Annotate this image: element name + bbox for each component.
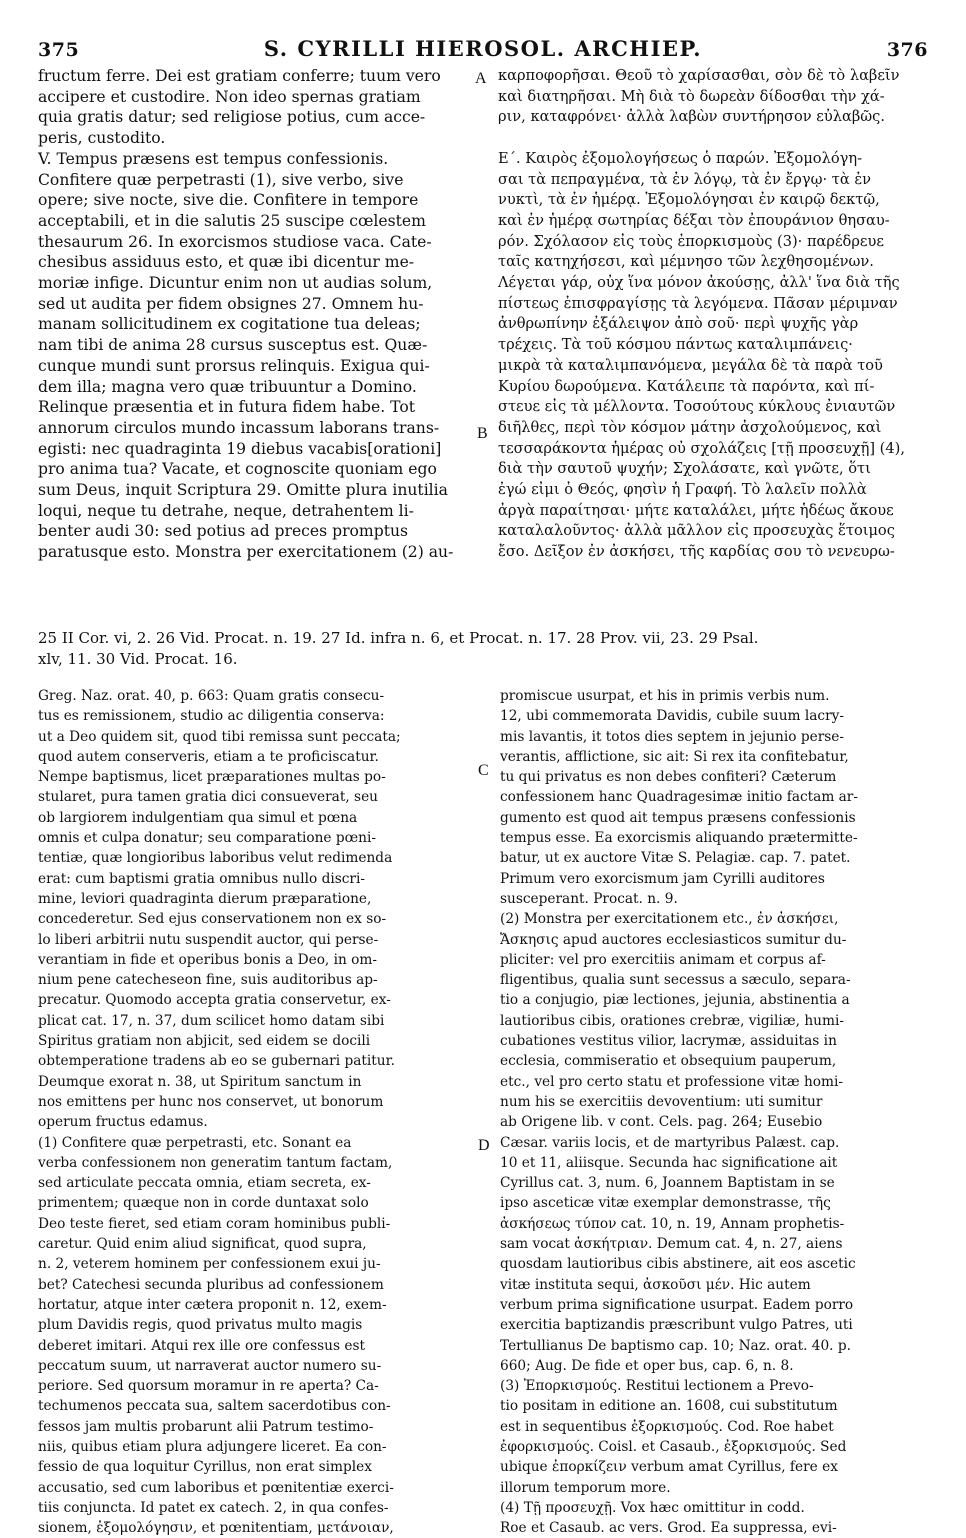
text-line: ut a Deo quidem sit, quod tibi remissa sunt peccata; bbox=[38, 728, 401, 745]
text-line: cunque mundi sunt prorsus relinquis. Exigua qui- bbox=[38, 356, 430, 375]
text-line: verantis, afflictione, sic ait: Si rex ita confitebatur, bbox=[500, 748, 849, 765]
text-line: fligentibus, qualia sunt secessus a sæculo, separa- bbox=[500, 972, 851, 989]
text-line: periore. Sed quorsum moramur in re aperta? Ca- bbox=[38, 1378, 379, 1395]
text-line: precatur. Quomodo accepta gratia conservetur, ex- bbox=[38, 992, 391, 1009]
running-title: S. CYRILLI HIEROSOL. ARCHIEP. bbox=[263, 36, 703, 61]
text-line: Cæsar. variis locis, et de martyribus Palæst. cap. bbox=[500, 1134, 840, 1151]
text-line: tempus esse. Ea exorcismis aliquando prætermitte- bbox=[500, 830, 858, 847]
text-line: verbum prima significatione usurpat. Eadem porro bbox=[500, 1296, 854, 1313]
text-line: (1) Confitere quæ perpetrasti, etc. Sonant ea bbox=[38, 1134, 352, 1151]
text-line: bet? Catechesi secunda pluribus ad confessionem bbox=[38, 1276, 384, 1293]
scripture-references bbox=[38, 628, 928, 676]
text-line: μικρὰ τὰ καταλιμπανόμενα, μεγάλα δὲ τὰ παρὰ τοῦ bbox=[498, 356, 883, 374]
text-line: τεσσαράκοντα ἡμέρας οὐ σχολάζεις [τῇ προσευχῇ] (4), bbox=[498, 439, 905, 457]
text-line: Relinque præsentia et in futura fidem habe. Tot bbox=[38, 398, 416, 417]
text-line: sum Deus, inquit Scriptura 29. Omitte plura inutilia bbox=[38, 481, 448, 500]
text-line: annorum circulos mundo incassum laborans trans- bbox=[38, 418, 440, 437]
text-line: paratusque esto. Monstra per exercitationem (2) au- bbox=[38, 543, 454, 562]
text-line: 10 et 11, aliisque. Secunda hac significatione ait bbox=[500, 1154, 838, 1171]
text-line: concederetur. Sed ejus conservationem non ex so- bbox=[38, 911, 387, 928]
text-line: fessio de qua loquitur Cyrillus, non erat simplex bbox=[38, 1459, 372, 1476]
text-line: verba confessionem non generatim tantum factam, bbox=[38, 1154, 393, 1171]
text-line: ἀσκήσεως τύπον cat. 10, n. 19, Annam prophetis- bbox=[500, 1215, 845, 1232]
left-page-number: 375 bbox=[38, 39, 80, 61]
text-line: πίστεως ἐπισφραγίσῃς τὰ λεγόμενα. Πᾶσαν μέριμναν bbox=[498, 294, 898, 312]
text-line: tio positam in editione an. 1608, cui substitutum bbox=[500, 1398, 838, 1415]
text-line: Deumque exorat n. 38, ut Spiritum sanctum in bbox=[38, 1073, 362, 1090]
text-line: (4) Τῇ προσευχῇ. Vox hæc omittitur in codd. bbox=[500, 1499, 805, 1516]
commentary-right-column bbox=[500, 686, 928, 1537]
text-line: σαι τὰ πεπραγμένα, τὰ ἐν λόγῳ, τὰ ἐν ἔργῳ· τὰ ἐν bbox=[498, 170, 872, 188]
section-marker-b: B bbox=[477, 425, 488, 442]
text-line: ἀργὰ παραίτησαι· μήτε καταλάλει, μήτε ἡδέως ἄκουε bbox=[498, 501, 894, 519]
text-line: Primum vero exorcismum jam Cyrilli auditores bbox=[500, 870, 825, 887]
text-line: tu qui privatus es non debes confiteri? Cæterum bbox=[500, 769, 837, 786]
text-line: Greg. Naz. orat. 40, p. 663: Quam gratis consecu- bbox=[38, 688, 385, 704]
text-line: ἐγώ εἰμι ὁ Θεός, φησὶν ἡ Γραφή. Τὸ λαλεῖν πολλὰ bbox=[498, 481, 867, 499]
text-line: nam tibi de anima 28 cursus susceptus est. Quæ- bbox=[38, 336, 428, 355]
text-line: Κυρίου δωρούμενα. Κατάλειπε τὰ παρόντα, καὶ πί- bbox=[498, 377, 875, 395]
text-line: νυκτὶ, τὰ ἐν ἡμέρᾳ. Ἐξομολόγησαι ἐν καιρῷ δεκτῷ, bbox=[498, 191, 880, 209]
text-line: moriæ infige. Dicuntur enim non ut audias solum, bbox=[38, 274, 433, 293]
text-line: sam vocat ἀσκήτριαν. Demum cat. 4, n. 27, aiens bbox=[500, 1236, 843, 1253]
text-line: Ἄσκησις apud auctores ecclesiasticos sumitur du- bbox=[500, 931, 847, 948]
text-line: lautioribus cibis, orationes crebræ, vigiliæ, humi- bbox=[500, 1012, 844, 1029]
text-line: stularet, pura tamen gratia dici consueverat, seu bbox=[38, 789, 378, 806]
text-line: accipere et custodire. Non ideo spernas gratiam bbox=[38, 87, 421, 106]
text-line: exercitia baptizandis præscribunt vulgo Patres, uti bbox=[500, 1317, 853, 1334]
text-line: Cyrillus cat. 3, num. 6, Joannem Baptistam in se bbox=[500, 1175, 835, 1192]
text-line: nium pene catecheseon fine, suis auditoribus ap- bbox=[38, 972, 378, 989]
section-marker-a: A bbox=[475, 70, 487, 87]
text-line: acceptabili, et in die salutis 25 suscipe cœlestem bbox=[38, 211, 426, 230]
text-line: accusatio, sed cum laboribus et pœnitentiæ exerci- bbox=[38, 1479, 394, 1496]
text-line: (3) Ἐπορκισμούς. Restitui lectionem a Prevo- bbox=[500, 1378, 814, 1395]
text-line: susceperant. Procat. n. 9. bbox=[500, 890, 678, 907]
commentary-left-column bbox=[38, 686, 470, 1537]
text-line: Nempe baptismus, licet præparationes multas po- bbox=[38, 769, 386, 786]
text-line: quosdam lautioribus cibis abstinere, ait eos ascetic bbox=[500, 1256, 856, 1273]
text-line: erat: cum baptismi gratia omnibus nullo discri- bbox=[38, 870, 365, 887]
text-line: loqui, neque tu detrahe, neque, detrahentem li- bbox=[38, 501, 414, 520]
text-line: batur, ut ex auctore Vitæ S. Pelagiæ. cap. 7. patet. bbox=[500, 850, 851, 867]
text-line: xlv, 11. 30 Vid. Procat. 16. bbox=[38, 650, 238, 668]
text-line: n. 2, veterem hominem per confessionem exui ju- bbox=[38, 1256, 381, 1273]
latin-text-column bbox=[38, 66, 470, 622]
text-line: (2) Monstra per exercitationem etc., ἐν ἀσκήσει, bbox=[500, 911, 839, 928]
text-line: thesaurum 26. In exorcismos studiose vaca. Cate- bbox=[38, 232, 432, 251]
text-line: sed articulate peccata omnia, etiam secreta, ex- bbox=[38, 1175, 371, 1192]
text-line: obtemperatione tradens ab eo se gubernari patitur. bbox=[38, 1053, 395, 1070]
text-line: confessionem hanc Quadragesimæ initio factam ar- bbox=[500, 789, 858, 806]
text-line: V. Tempus præsens est tempus confessionis. bbox=[38, 149, 389, 168]
text-line: ubique ἐπορκίζειν verbum amat Cyrillus, fere ex bbox=[500, 1459, 838, 1476]
text-line: plicat cat. 17, n. 37, dum scilicet homo datam sibi bbox=[38, 1012, 385, 1029]
text-line: chesibus assiduus esto, et quæ ibi dicentur me- bbox=[38, 253, 415, 272]
text-line: niis, quibus etiam plura adjungere liceret. Ea con- bbox=[38, 1438, 387, 1455]
text-line: benter audi 30: sed potius ad preces promptus bbox=[38, 522, 409, 541]
text-line: egisti: nec quadraginta 19 diebus vacabis[orationi] bbox=[38, 439, 442, 458]
text-line: omnis et culpa donatur; seu comparatione pœni- bbox=[38, 830, 376, 847]
running-header bbox=[38, 36, 928, 66]
text-line: ipso asceticæ vitæ exemplar demonstrasse, τῆς bbox=[500, 1195, 831, 1212]
text-line: Roe et Casaub. ac vers. Grod. Ea suppressa, evi- bbox=[500, 1520, 837, 1537]
text-line: est in sequentibus ἐξορκισμούς. Cod. Roe habet bbox=[500, 1418, 834, 1435]
text-line: fessos jam multis probarunt alii Patrum testimo- bbox=[38, 1418, 374, 1435]
right-page-number: 376 bbox=[886, 39, 928, 61]
text-line: etc., vel pro certo statu et professione vitæ homi- bbox=[500, 1073, 843, 1090]
text-line: pliciter: vel pro exercitiis animam et corpus af- bbox=[500, 951, 826, 968]
text-line: sed ut audita per fidem obsignes 27. Omnem hu- bbox=[38, 294, 424, 313]
text-line: καὶ διατηρῆσαι. Μὴ διὰ τὸ δωρεὰν δίδοσθαι τὴν χά- bbox=[498, 87, 885, 105]
text-line: Confitere quæ perpetrasti (1), sive verbo, sive bbox=[38, 170, 404, 189]
text-line: promiscue usurpat, et his in primis verbis num. bbox=[500, 688, 830, 704]
text-line: tio a conjugio, piæ lectiones, jejunia, abstinentia a bbox=[500, 992, 850, 1009]
text-line: ἐφορκισμούς. Coisl. et Casaub., ἐξορκισμούς. Sed bbox=[500, 1438, 847, 1455]
text-line: dem illa; magna vero quæ tribuuntur a Domino. bbox=[38, 377, 417, 396]
text-line: διῆλθες, περὶ τὸν κόσμον μάτην ἀσχολούμενος, καὶ bbox=[498, 418, 882, 436]
text-line: 660; Aug. De fide et oper bus, cap. 6, n. 8. bbox=[500, 1357, 794, 1374]
text-line: Tertullianus De baptismo cap. 10; Naz. orat. 40. p. bbox=[500, 1337, 852, 1354]
text-line: cubationes vestitus vilior, lacrymæ, assiduitas in bbox=[500, 1033, 837, 1050]
text-line: techumenos peccata sua, saltem sacerdotibus con- bbox=[38, 1398, 391, 1415]
text-line: Spiritus gratiam non abjicit, sed eidem se docili bbox=[38, 1033, 371, 1050]
text-line: 25 II Cor. vi, 2. 26 Vid. Procat. n. 19. 27 Id. infra n. 6, et Procat. n. 17. 28 Prov. vii, 23. 29 Psal. bbox=[38, 629, 759, 647]
text-line: quod autem conserveris, etiam a te proficiscatur. bbox=[38, 748, 379, 765]
text-line: pro anima tua? Vacate, et cognoscite quoniam ego bbox=[38, 460, 437, 479]
text-line: ἔσο. Δεῖξον ἐν ἀσκήσει, τῆς καρδίας σου τὸ νενευρω- bbox=[498, 543, 895, 561]
text-line: καταλαλοῦντος· ἀλλὰ μᾶλλον εἰς προσευχὰς ἕτοιμος bbox=[498, 522, 895, 540]
text-line: tentiæ, quæ longioribus laboribus velut redimenda bbox=[38, 850, 393, 867]
text-line: ρόν. Σχόλασον εἰς τοὺς ἐπορκισμοὺς (3)· παρέδρευε bbox=[498, 232, 884, 250]
text-line: ριν, καταφρόνει· ἀλλὰ λαβὼν συντήρησον εὐλαβῶς. bbox=[498, 108, 885, 126]
text-line: num his se exercitiis devoventium: uti sumitur bbox=[500, 1093, 823, 1110]
text-line bbox=[498, 128, 928, 149]
text-line: primentem; quæque non in corde duntaxat solo bbox=[38, 1195, 369, 1212]
text-line: lo liberi arbitrii nutu suspendit auctor, qui perse- bbox=[38, 931, 379, 948]
text-line: στευε εἰς τὰ μέλλοντα. Τοσούτους κύκλους ἐνιαυτῶν bbox=[498, 398, 896, 416]
text-line: Deo teste fieret, sed etiam coram hominibus publi- bbox=[38, 1215, 391, 1232]
section-marker-c: C bbox=[478, 762, 489, 779]
text-line: ob largiorem indulgentiam qua simul et pœna bbox=[38, 809, 358, 826]
text-line: 12, ubi commemorata Davidis, cubile suum lacry- bbox=[500, 708, 844, 725]
text-line: ecclesia, commiseratio et obsequium pauperum, bbox=[500, 1053, 837, 1070]
text-line: tiis conjuncta. Id patet ex catech. 2, in qua confes- bbox=[38, 1499, 389, 1516]
text-line: hortatur, atque inter cætera proponit n. 12, exem- bbox=[38, 1296, 387, 1313]
text-line: manam sollicitudinem ex cogitatione tua deleas; bbox=[38, 315, 421, 334]
text-line: mis lavantis, it totos dies septem in jejunio perse- bbox=[500, 728, 844, 745]
text-line: tus es remissionem, studio ac diligentia conserva: bbox=[38, 708, 385, 725]
text-line: gumento est quod ait tempus præsens confessionis bbox=[500, 809, 856, 826]
text-line: deberet imitari. Atqui rex ille ore confessus est bbox=[38, 1337, 365, 1354]
text-line: vitæ instituta sequi, ἀσκοῦσι μέν. Hic autem bbox=[500, 1276, 811, 1293]
text-line: fructum ferre. Dei est gratiam conferre; tuum vero bbox=[38, 67, 441, 85]
text-line: τρέχεις. Τὰ τοῦ κόσμου πάντως καταλιμπάνεις· bbox=[498, 336, 853, 354]
greek-text-column bbox=[498, 66, 928, 622]
text-line: mine, leviori quadraginta dierum præparatione, bbox=[38, 890, 372, 907]
text-line: Λέγεται γάρ, οὐχ ἵνα μόνον ἀκούσῃς, ἀλλ' ἵνα διὰ τῆς bbox=[498, 274, 900, 292]
text-line: sionem, ἐξομολόγησιν, et pœnitentiam, μετάνοιαν, bbox=[38, 1520, 394, 1537]
text-line: καρποφορῆσαι. Θεοῦ τὸ χαρίσασθαι, σὸν δὲ τὸ λαβεῖν bbox=[498, 67, 900, 84]
section-marker-d: D bbox=[478, 1137, 490, 1154]
text-line: quia gratis datur; sed religiose potius, cum acce- bbox=[38, 108, 426, 127]
text-line: nos emittens per hunc nos conservet, ut bonorum bbox=[38, 1093, 384, 1110]
text-line: ab Origene lib. v cont. Cels. pag. 264; Eusebio bbox=[500, 1114, 823, 1131]
text-line: διὰ τὴν σαυτοῦ ψυχήν; Σχολάσατε, καὶ γνῶτε, ὅτι bbox=[498, 460, 871, 478]
text-line: plum Davidis regis, quod privatus multo magis bbox=[38, 1317, 363, 1334]
text-line: peccatum suum, ut narraverat auctor numero su- bbox=[38, 1357, 382, 1374]
text-line: ἀνθρωπίνην ἐξάλειψον ἀπὸ σοῦ· περὶ ψυχῆς γὰρ bbox=[498, 315, 859, 333]
text-line: caretur. Quid enim aliud significat, quod supra, bbox=[38, 1236, 367, 1253]
text-line: ταῖς κατηχήσεσι, καὶ μέμνησο τῶν λεχθησομένων. bbox=[498, 253, 874, 271]
text-line: peris, custodito. bbox=[38, 129, 166, 148]
text-line: Ε΄. Καιρὸς ἐξομολογήσεως ὁ παρών. Ἐξομολόγη- bbox=[498, 149, 863, 167]
text-line: operum fructus edamus. bbox=[38, 1114, 208, 1131]
text-line: καὶ ἐν ἡμέρᾳ σωτηρίας δέξαι τὸν ἐπουράνιον θησαυ- bbox=[498, 211, 890, 229]
text-line: illorum temporum more. bbox=[500, 1479, 671, 1496]
text-line: verantiam in fide et operibus bonis a Deo, in om- bbox=[38, 951, 378, 968]
text-line: opere; sive nocte, sive die. Confitere in tempore bbox=[38, 191, 419, 210]
